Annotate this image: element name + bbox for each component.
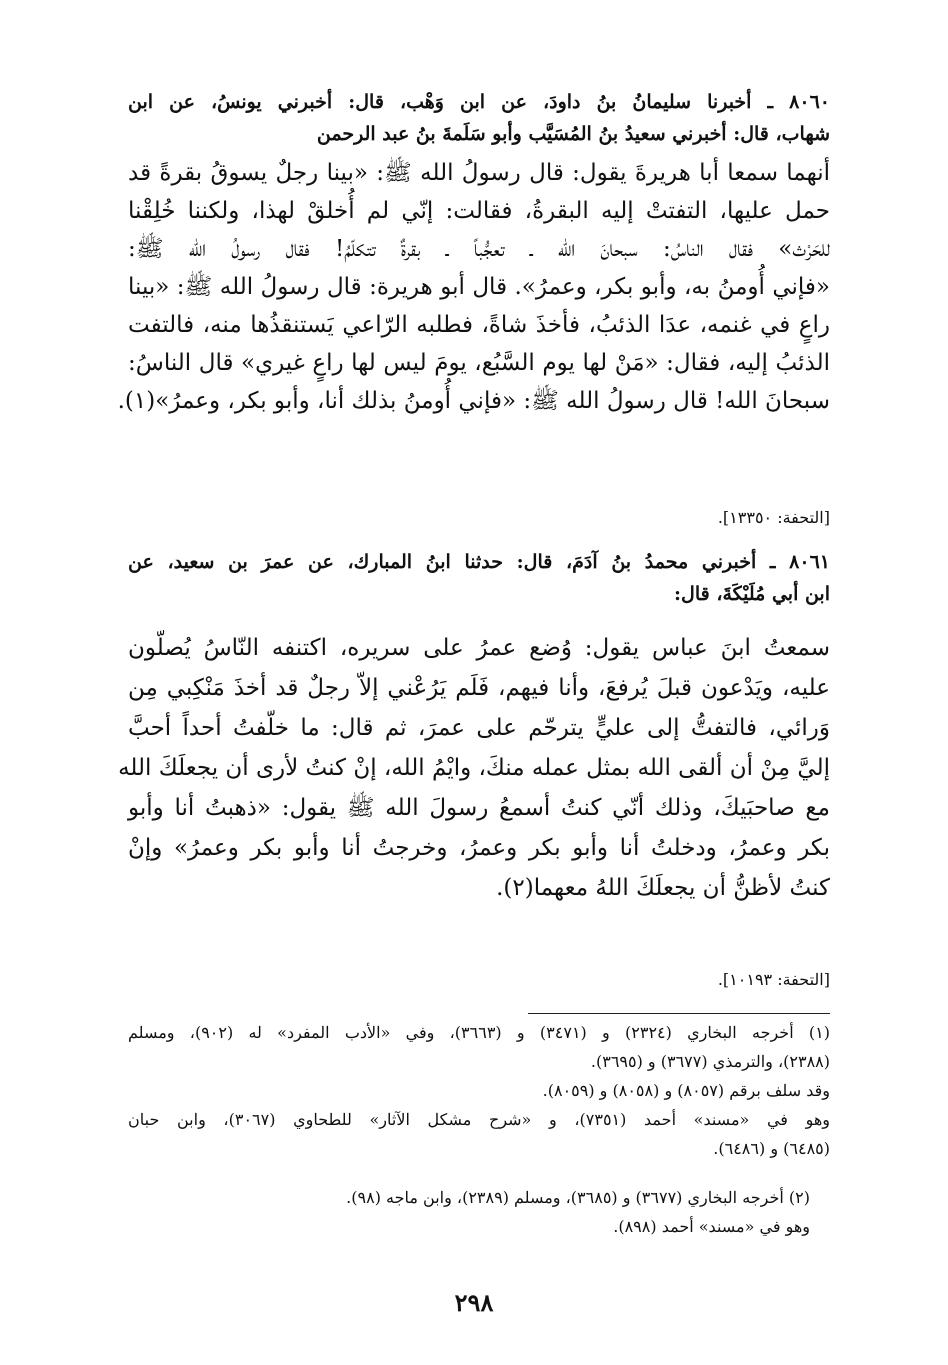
tuhfa-reference-8060 xyxy=(128,506,830,530)
footnote-line: (١) أخرجه البخاري (٢٣٢٤) و (٣٤٧١) و (٣٦٦٣)، وفي «الأدب المفرد» له (٩٠٢)، ومسلم xyxy=(128,1023,830,1042)
text-line: الذئبُ إليه، فقال: «مَنْ لها يوم السَّبُع، يومَ ليس لها راعٍ غيري» قال الناسُ: xyxy=(128,350,830,376)
text-line: وَرائي، فالتفتُّ إلى عليٍّ يترحّم على عمرَ، ثم قال: ما خلّفتُ أحداً أحبَّ xyxy=(128,715,830,741)
hadith-8061-header xyxy=(128,546,830,610)
text-line: سبحانَ الله! قال رسولُ الله ﷺ: «فإني أُومنُ بذلك أنا، وأبو بكر، وعمرُ»(١). xyxy=(117,388,830,414)
footnote-line: وقد سلف برقم (٨٠٥٧) و (٨٠٥٨) و (٨٠٥٩). xyxy=(542,1081,830,1100)
hadith-8060-header xyxy=(128,86,830,150)
hadith-8061-text xyxy=(118,628,830,908)
text-line: كنتُ لأظنُّ أن يجعلَكَ اللهُ معهما(٢). xyxy=(496,875,830,901)
footnote-divider xyxy=(528,1013,830,1014)
text-line: سمعتُ ابنَ عباس يقول: وُضع عمرُ على سريره، اكتنفه النّاسُ يُصلّون xyxy=(128,635,830,661)
footnote-line: (٢) أخرجه البخاري (٣٦٧٧) و (٣٦٨٥)، ومسلم (٢٣٨٩)، وابن ماجه (٩٨). xyxy=(346,1188,810,1207)
text-line: أنهما سمعا أبا هريرةَ يقول: قال رسولُ الله ﷺ: «بينا رجلٌ يسوقُ بقرةً قد xyxy=(128,160,830,186)
text-line: «فإني أُومنُ به، وأبو بكر، وعمرُ». قال أبو هريرة: قال رسولُ الله ﷺ: «بينا xyxy=(128,274,830,300)
footnote-line: وهو في «مسند» أحمد (٧٣٥١)، و «شرح مشكل الآثار» للطحاوي (٣٠٦٧)، وابن حبان xyxy=(128,1110,830,1129)
page-number: ٢٩٨ xyxy=(454,1288,494,1317)
text-line: راعٍ في غنمه، عدَا الذئبُ، فأخذَ شاةً، فطلبه الرّاعي يَستنقذُها منه، فالتفت xyxy=(128,312,830,338)
text-line: إليَّ مِنْ أن ألقى الله بمثل عمله منكَ، وايْمُ الله، إنْ كنتُ لأرى أن يجعلَكَ الله xyxy=(118,755,830,781)
tuhfa-reference-8061 xyxy=(128,968,830,992)
hadith-8060-text xyxy=(117,154,830,420)
header-line: ٨٠٦٠ ـ أخبرنا سليمانُ بنُ داودَ، عن ابن وَهْب، قال: أخبرني يونسُ، عن ابن xyxy=(128,91,830,113)
footnote-line: (٦٤٨٥) و (٦٤٨٦). xyxy=(713,1139,830,1158)
text-line: للحَرْث» فقال الناسُ: سبحانَ الله ـ تعجُّباً ـ بقرةٌ تتكلّمُ! فقال رسولُ الله ﷺ: xyxy=(128,236,830,262)
reference-text: [التحفة: ١٠١٩٣]. xyxy=(717,970,830,989)
text-line: مع صاحبَيكَ، وذلك أنّي كنتُ أسمعُ رسولَ الله ﷺ يقول: «ذهبتُ أنا وأبو xyxy=(128,795,830,821)
header-line: شهاب، قال: أخبرني سعيدُ بنُ المُسَيَّب وأبو سَلَمةَ بنُ عبد الرحمن xyxy=(316,123,830,145)
header-line: ٨٠٦١ ـ أخبرني محمدُ بنُ آدَمَ، قال: حدثنا ابنُ المبارك، عن عمرَ بن سعيد، عن xyxy=(128,551,830,573)
footnote-1 xyxy=(128,1018,830,1163)
footnote-line: (٢٣٨٨)، والترمذي (٣٦٧٧) و (٣٦٩٥). xyxy=(590,1052,830,1071)
text-line: بكر وعمرُ، ودخلتُ أنا وأبو بكر وعمرُ، وخرجتُ أنا وأبو بكر وعمرُ» وإنْ xyxy=(128,835,830,861)
footnote-2 xyxy=(128,1183,810,1241)
footnote-line: وهو في «مسند» أحمد (٨٩٨). xyxy=(613,1217,810,1236)
text-line: عليه، ويَدْعون قبلَ يُرفعَ، وأنا فيهم، فَلَم يَرُعْني إلاّ رجلٌ قد أخذَ مَنْكِبي مِن xyxy=(128,675,830,701)
text-line: حمل عليها، التفتتْ إليه البقرةُ، فقالت: إنّي لم أُخلقْ لهذا، ولكننا خُلِقْنا xyxy=(128,198,830,224)
header-line: ابن أبي مُلَيْكَةَ، قال: xyxy=(674,583,830,605)
reference-text: [التحفة: ١٣٣٥٠]. xyxy=(717,508,830,527)
